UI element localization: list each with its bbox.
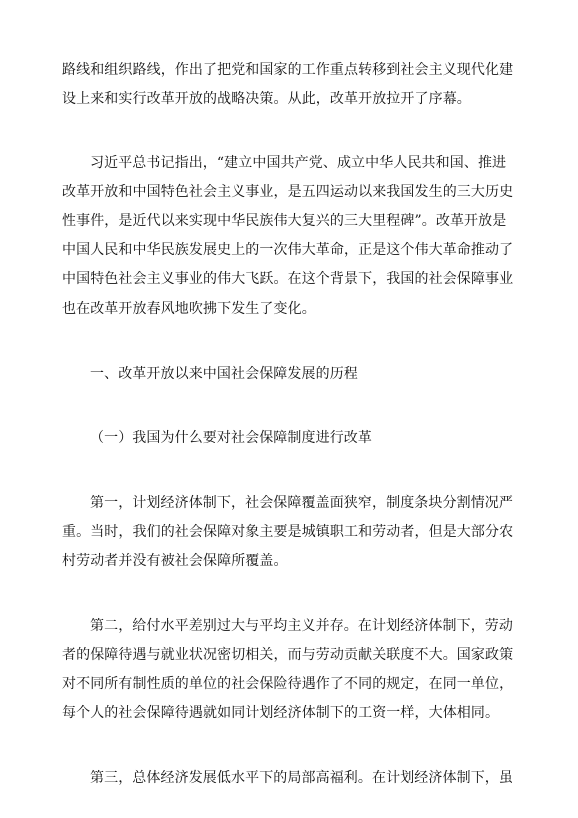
paragraph-4-line-2: 者的保障待遇与就业状况密切相关，而与劳动贡献关联度不大。国家政策 <box>62 647 514 663</box>
paragraph-2-line-1: 习近平总书记指出，“建立中国共产党、成立中华人民共和国、推进 <box>90 155 507 171</box>
paragraph-4-line-4: 每个人的社会保障待遇就如同计划经济体制下的工资一样，大体相同。 <box>62 705 500 721</box>
subsection-heading: （一）我国为什么要对社会保障制度进行改革 <box>90 430 372 446</box>
paragraph-3-line-3: 村劳动者并没有被社会保障所覆盖。 <box>62 553 288 569</box>
paragraph-4-line-3: 对不同所有制性质的单位的社会保险待遇作了不同的规定，在同一单位， <box>62 676 514 692</box>
paragraph-1-line-2: 设上来和实行改革开放的战略决策。从此，改革开放拉开了序幕。 <box>62 91 471 107</box>
paragraph-4-line-1: 第二，给付水平差别过大与平均主义并存。在计划经济体制下，劳动 <box>90 618 513 634</box>
paragraph-2-line-4: 中国人民和中华民族发展史上的一次伟大革命，正是这个伟大革命推动了 <box>62 242 514 258</box>
paragraph-3-line-2: 重。当时，我们的社会保障对象主要是城镇职工和劳动者，但是大部分农 <box>62 524 514 540</box>
section-heading: 一、改革开放以来中国社会保障发展的历程 <box>90 366 358 382</box>
paragraph-2-line-6: 也在改革开放春风地吹拂下发生了变化。 <box>62 301 316 317</box>
paragraph-5-line-1: 第三，总体经济发展低水平下的局部高福利。在计划经济体制下，虽 <box>90 770 513 786</box>
paragraph-2-line-2: 改革开放和中国特色社会主义事业，是五四运动以来我国发生的三大历史 <box>62 184 514 200</box>
paragraph-3-line-1: 第一，计划经济体制下，社会保障覆盖面狭窄，制度条块分割情况严 <box>90 495 513 511</box>
paragraph-2-line-5: 中国特色社会主义事业的伟大飞跃。在这个背景下，我国的社会保障事业 <box>62 271 514 287</box>
paragraph-2-line-3: 性事件，是近代以来实现中华民族伟大复兴的三大里程碑”。改革开放是 <box>62 213 507 229</box>
paragraph-1-line-1: 路线和组织路线，作出了把党和国家的工作重点转移到社会主义现代化建 <box>62 62 514 78</box>
